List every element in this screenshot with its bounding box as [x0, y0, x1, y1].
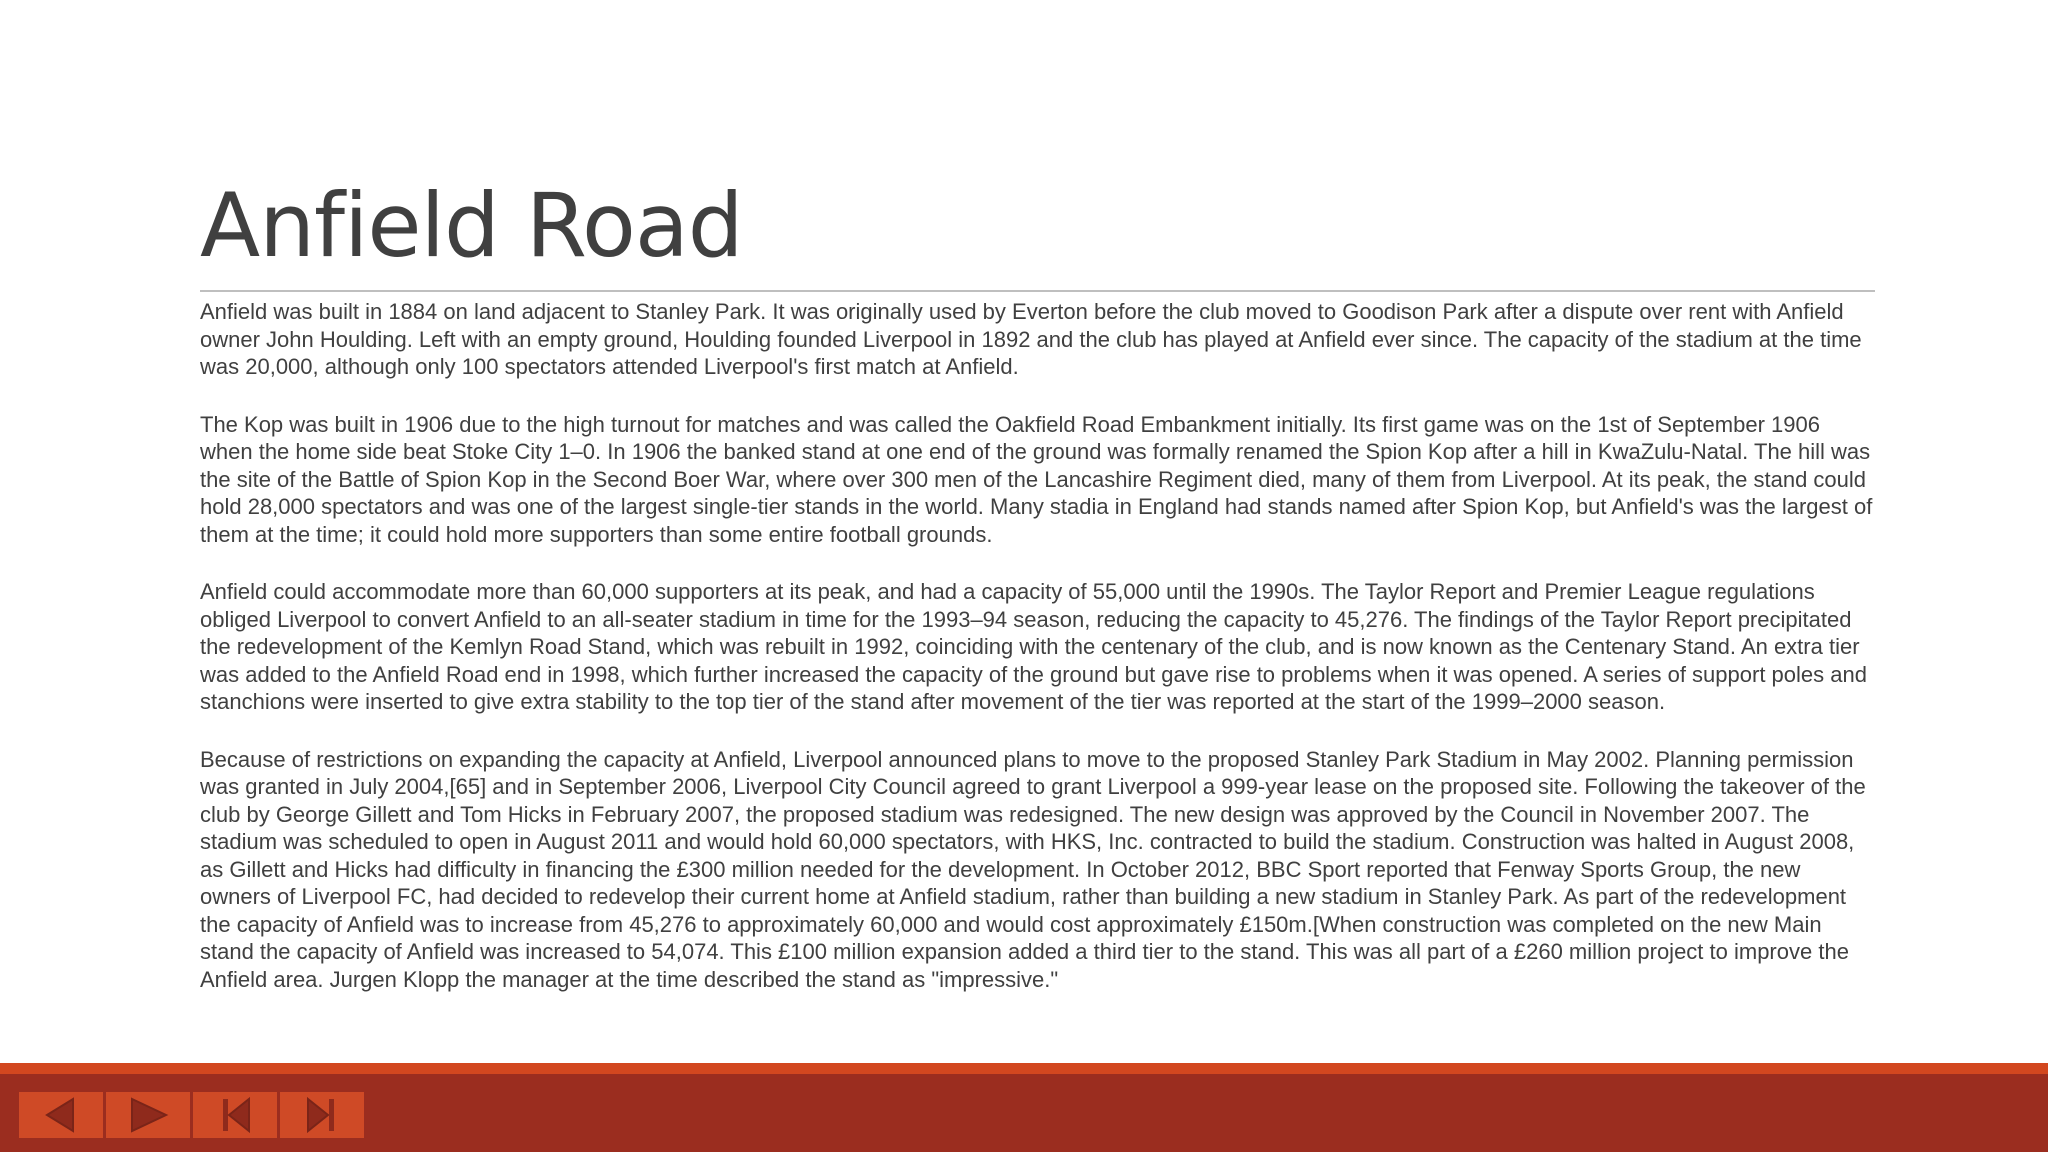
- footer-accent-stripe: [0, 1063, 2048, 1074]
- paragraph-capacity: Anfield could accommodate more than 60,000 supporters at its peak, and had a capacity of 55,000 until the 1990s. The Taylor Report and Premier League regulations obliged Liverpool to convert Anfield to an all-seater stadium in time for the 1993–94 season, reducing the capacity to 45,276. The findings of the Taylor Report precipitated the redevelopment of the Kemlyn Road Stand, which was rebuilt in 1992, coinciding with the centenary of the club, and is now known as the Centenary Stand. An extra tier was added to the Anfield Road end in 1998, which further increased the capacity of the ground but gave rise to problems when it was opened. A series of support poles and stanchions were inserted to give extra stability to the top tier of the stand after movement of the tier was reported at the start of the 1999–2000 season.: [200, 579, 1867, 714]
- skip-last-icon: [290, 1095, 354, 1135]
- paragraph-history: Anfield was built in 1884 on land adjacent to Stanley Park. It was originally used by Everton before the club moved to Goodison Park after a dispute over rent with Anfield owner John Houlding. Left with an empty ground, Houlding founded Liverpool in 1892 and the club has played at Anfield ever since. The capacity of the stadium at the time was 20,000, although only 100 spectators attended Liverpool's first match at Anfield.: [200, 299, 1862, 379]
- first-slide-button[interactable]: [193, 1092, 277, 1138]
- next-slide-button[interactable]: [106, 1092, 190, 1138]
- previous-slide-button[interactable]: [19, 1092, 103, 1138]
- paragraph-redevelopment: Because of restrictions on expanding the capacity at Anfield, Liverpool announced plans to move to the proposed Stanley Park Stadium in May 2002. Planning permission was granted in July 2004,[65] and in September 2006, Liverpool City Council agreed to grant Liverpool a 999-year lease on the proposed site. Following the takeover of the club by George Gillett and Tom Hicks in February 2007, the proposed stadium was redesigned. The new design was approved by the Council in November 2007. The stadium was scheduled to open in August 2011 and would hold 60,000 spectators, with HKS, Inc. contracted to build the stadium. Construction was halted in August 2008, as Gillett and Hicks had difficulty in financing the £300 million needed for the development. In October 2012, BBC Sport reported that Fenway Sports Group, the new owners of Liverpool FC, had decided to redevelop their current home at Anfield stadium, rather than building a new stadium in Stanley Park. As part of the redevelopment the capacity of Anfield was to increase from 45,276 to approximately 60,000 and would cost approximately £150m.[When construction was completed on the new Main stand the capacity of Anfield was increased to 54,074. This £100 million expansion added a third tier to the stand. This was all part of a £260 million project to improve the Anfield area. Jurgen Klopp the manager at the time described the stand as "impressive.": [200, 746, 1866, 992]
- slide-navigation: [19, 1092, 364, 1138]
- skip-first-icon: [203, 1095, 267, 1135]
- last-slide-button[interactable]: [280, 1092, 364, 1138]
- arrow-left-icon: [29, 1095, 93, 1135]
- paragraph-kop: The Kop was built in 1906 due to the high turnout for matches and was called the Oakfield Road Embankment initially. Its first game was on the 1st of September 1906 when the home side beat Stoke City 1–0. In 1906 the banked stand at one end of the ground was formally renamed the Spion Kop after a hill in KwaZulu-Natal. The hill was the site of the Battle of Spion Kop in the Second Boer War, where over 300 men of the Lancashire Regiment died, many of them from Liverpool. At its peak, the stand could hold 28,000 spectators and was one of the largest single-tier stands in the world. Many stadia in England had stands named after Spion Kop, but Anfield's was the largest of them at the time; it could hold more supporters than some entire football grounds.: [200, 411, 1873, 547]
- slide-body: [200, 298, 1875, 1023]
- title-divider: [200, 290, 1875, 292]
- arrow-right-icon: [116, 1095, 180, 1135]
- slide-title: Anfield Road: [200, 174, 743, 277]
